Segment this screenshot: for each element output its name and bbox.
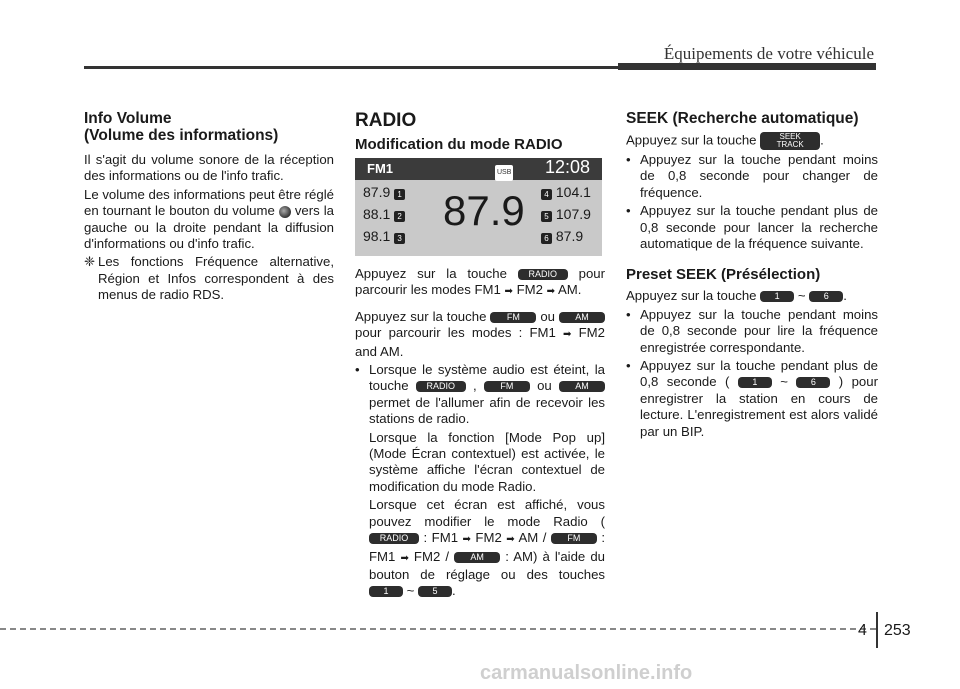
info-volume-heading (84, 110, 334, 144)
preset-6-number: 6 (541, 233, 552, 244)
column-seek (626, 110, 878, 442)
track-label: TRACK (776, 140, 804, 149)
info-volume-p2: Le volume des informations peut être réglé en tournant le bouton du volume vers la gauche ou la droite pendant la diffusion d'informations ou d'info trafic. (84, 186, 334, 252)
chapter-number: 4 (858, 622, 867, 639)
column-radio (355, 110, 605, 602)
heading-line-1: Info Volume (84, 110, 172, 127)
radio-button: RADIO (416, 381, 466, 392)
preset-6-button: 6 (809, 291, 843, 302)
radio-display-screen (355, 158, 602, 256)
preset-5-number: 5 (541, 211, 552, 222)
display-frequency: 87.9 (443, 187, 525, 234)
fm-button: FM (551, 533, 597, 544)
header-rule-accent (618, 63, 876, 70)
preset-1: 87.9 1 (363, 184, 405, 200)
preset-4-number: 4 (541, 189, 552, 200)
fm-button: FM (490, 312, 536, 323)
preset-5: 5 107.9 (541, 206, 591, 222)
radio-button: RADIO (518, 269, 568, 280)
preset-4: 4 104.1 (541, 184, 591, 200)
preset-bullet-short: • Appuyez sur la touche pendant moins de 0,8 seconde pour lire la fréquence enregistrée correspondante. (626, 307, 878, 356)
radio-heading: RADIO (355, 110, 417, 131)
radio-button: RADIO (369, 533, 419, 544)
arrow-icon: ➡ (400, 552, 409, 564)
info-volume-p1: Il s'agit du volume sonore de la réception des informations ou de l'info trafic. (84, 152, 334, 184)
popup-change-text: Lorsque cet écran est affiché, vous pouvez modifier le mode Radio (RADIO : FM1 ➡ FM2 ➡ AM / FM : FM1 ➡ FM2 / AM : AM) à l'aide du bouton de réglage ou des touches 1 ~ 5 . (369, 497, 606, 599)
preset-bullet-long: • Appuyez sur la touche pendant plus de 0,8 seconde ( 1 ~ 6 ) pour enregistrer la station en cours de lecture. L'enregistrement est alors validé par un BIP. (626, 358, 878, 440)
radio-p2: Appuyez sur la touche FM ou AM pour parcourir les modes : FM1 ➡ FM2 and AM. (355, 308, 605, 359)
arrow-icon: ➡ (504, 286, 513, 298)
preset-intro: Appuyez sur la touche 1 ~ 6 . (626, 288, 847, 304)
seek-bullet-short: • Appuyez sur la touche pendant moins de 0,8 seconde pour changer de fréquence. (626, 152, 878, 201)
seek-track-button (760, 132, 820, 150)
am-button: AM (559, 312, 605, 323)
preset-1-button: 1 (369, 586, 403, 597)
display-usb-badge: USB (495, 165, 513, 181)
preset-3-number: 3 (394, 233, 405, 244)
preset-seek-heading: Preset SEEK (Présélection) (626, 266, 821, 284)
radio-p1: Appuyez sur la touche RADIO pour parcourir les modes FM1 ➡ FM2 ➡ AM. (355, 266, 606, 298)
preset-1-button: 1 (760, 291, 794, 302)
arrow-icon: ➡ (506, 534, 515, 546)
preset-2-number: 2 (394, 211, 405, 222)
seek-intro: Appuyez sur la touche SEEK TRACK . (626, 132, 824, 149)
rds-note: ❈ Les fonctions Fréquence alternative, Région et Infos correspondent à des menus de radio RDS. (84, 254, 334, 303)
watermark: carmanualsonline.info (480, 662, 693, 684)
footer-rule (0, 628, 876, 630)
preset-6: 6 87.9 (541, 228, 583, 244)
preset-2: 88.1 2 (363, 206, 405, 222)
preset-5-button: 5 (418, 586, 452, 597)
popup-mode-text: Lorsque la fonction [Mode Pop up] (Mode Écran contextuel) est activée, le système affiche l'écran contextuel de modification du mode Radio. (369, 429, 605, 494)
page-number: 253 (884, 622, 911, 639)
arrow-icon: ➡ (546, 286, 556, 298)
fm-button: FM (484, 381, 530, 392)
preset-3: 98.1 3 (363, 228, 405, 244)
radio-bullet-power-on: • Lorsque le système audio est éteint, la touche RADIO , FM ou AM permet de l'allumer afin de recevoir les stations de radio. (355, 362, 605, 428)
arrow-icon: ➡ (462, 534, 471, 546)
display-band: FM1 (367, 161, 393, 176)
radio-subheading: Modification du mode RADIO (355, 136, 563, 153)
am-button: AM (454, 552, 500, 563)
column-info-volume (84, 110, 334, 306)
page-header-title: Équipements de votre véhicule (663, 44, 874, 63)
heading-line-2: (Volume des informations) (84, 127, 279, 144)
seek-label: SEEK (779, 132, 801, 141)
footer-divider (876, 612, 878, 648)
preset-6-button: 6 (796, 377, 830, 388)
preset-1-button: 1 (738, 377, 772, 388)
arrow-icon: ➡ (563, 329, 572, 341)
display-time: 12:08 (545, 158, 591, 177)
seek-heading: SEEK (Recherche automatique) (626, 110, 859, 127)
seek-bullet-long: • Appuyez sur la touche pendant plus de 0,8 seconde pour lancer la recherche automatique de la fréquence suivante. (626, 203, 878, 252)
preset-1-number: 1 (394, 189, 405, 200)
am-button: AM (559, 381, 605, 392)
volume-knob-icon (279, 206, 291, 218)
